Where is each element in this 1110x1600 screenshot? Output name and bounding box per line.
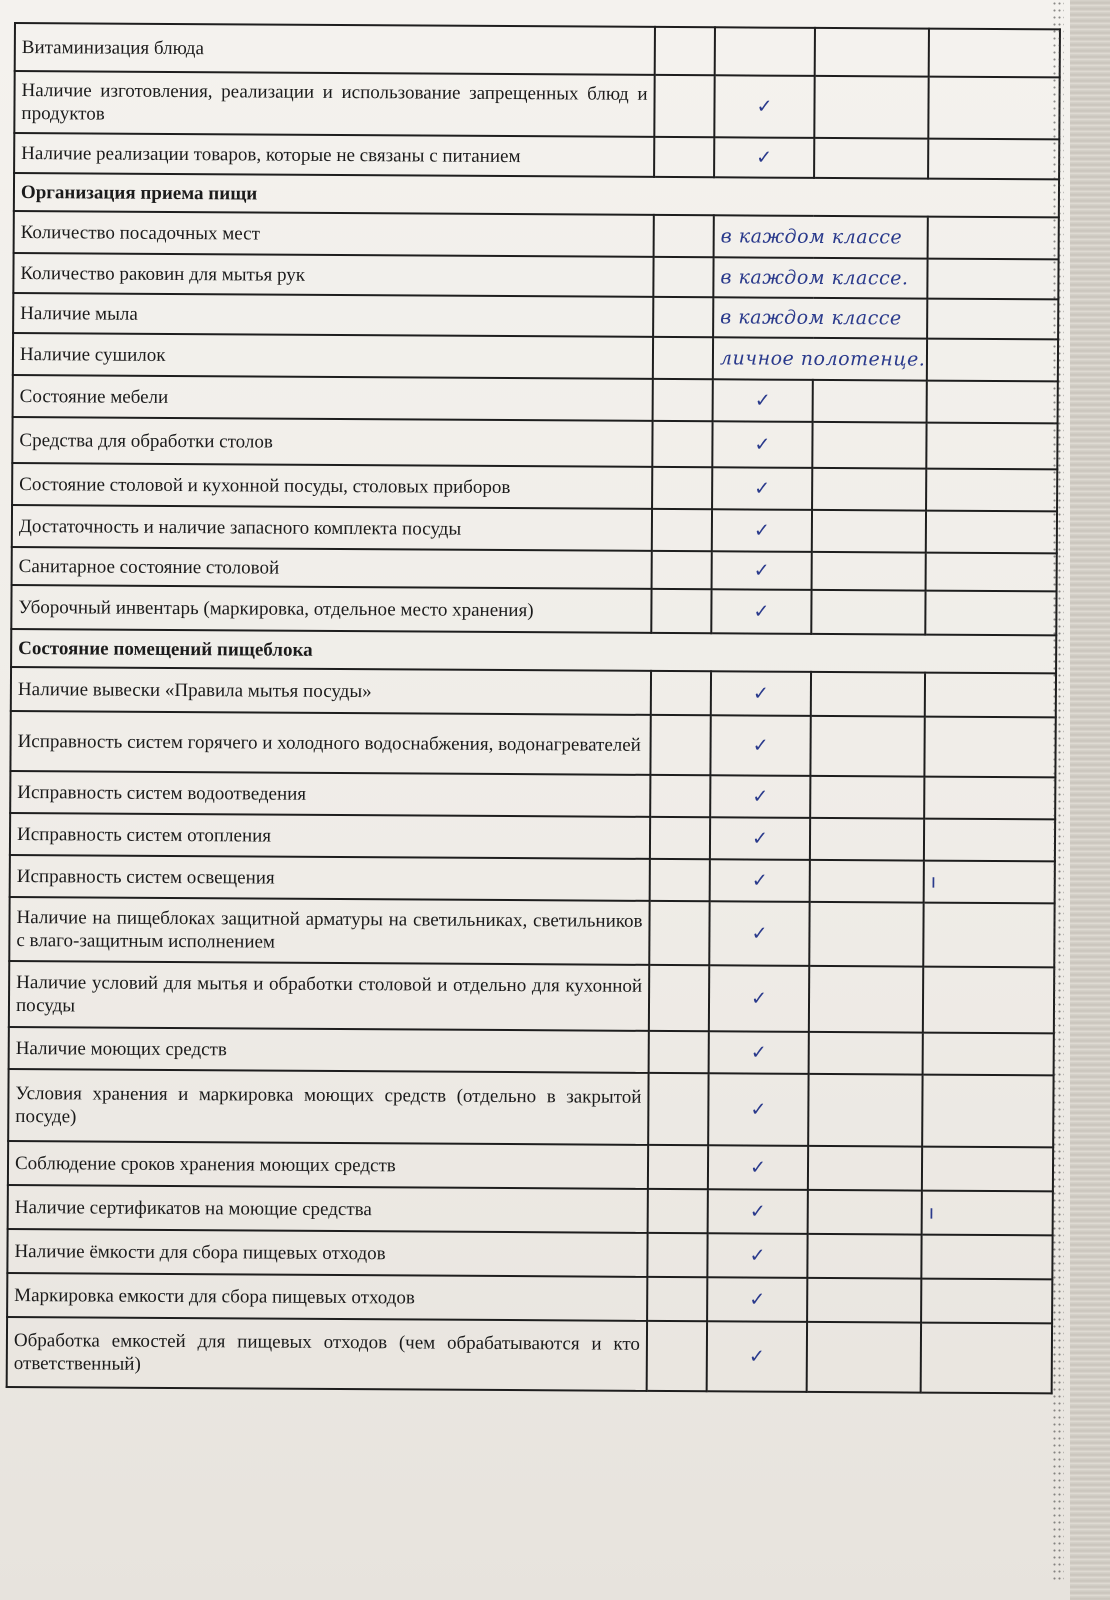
cell-col-1 [647,1277,707,1321]
handwritten-note: в каждом классе [713,297,927,338]
item-label: Исправность систем водоотведения [10,771,650,817]
cell-col-3 [808,1146,922,1191]
cell-col-1 [647,1321,707,1391]
table-row [11,667,1056,717]
table-row [12,547,1057,591]
cell-col-3 [807,1278,921,1323]
table-row [12,505,1057,553]
item-label: Достаточность и наличие запасного комплекта посуды [12,505,652,551]
cell-col-3 [810,818,924,861]
table-row [10,813,1055,861]
check-mark-cell: ✓ [708,1189,808,1234]
table-row [11,585,1056,635]
perforation-dots [1052,0,1064,1580]
check-mark-cell: ✓ [708,1145,808,1190]
cell-col-1 [650,817,710,859]
table-row [15,23,1060,77]
check-mark-cell [715,27,815,76]
check-mark-cell: ✓ [712,551,812,590]
table-row [14,71,1059,139]
cell-col-1 [653,257,713,297]
cell-col-4 [927,339,1058,382]
cell-col-3 [809,1032,923,1075]
cell-col-4: ı [922,1191,1053,1236]
item-label: Уборочный инвентарь (маркировка, отдельное место хранения) [11,585,651,633]
item-label: Наличие условий для мытья и обработки столовой и отдельно для кухонной посуды [9,961,649,1031]
checklist-table [6,22,1061,1394]
cell-col-1 [649,901,709,965]
cell-col-4 [925,673,1056,718]
item-label: Наличие ёмкости для сбора пищевых отходов [7,1229,647,1277]
cell-col-3 [810,716,924,777]
handwritten-note: в каждом классе [714,215,928,258]
section-row [14,173,1059,217]
cell-col-4 [927,259,1058,300]
item-label: Наличие сертификатов на моющие средства [8,1185,648,1233]
cell-col-4 [926,469,1057,512]
page-edge [1070,0,1110,1600]
handwritten-note: в каждом классе. [713,257,927,298]
check-mark-cell: ✓ [711,589,811,634]
check-mark-cell: ✓ [710,775,810,818]
cell-col-3 [812,510,926,553]
check-mark-cell: ✓ [712,509,812,552]
cell-col-1 [655,27,715,75]
item-label: Исправность систем освещения [10,855,650,901]
check-mark-cell: ✓ [714,75,814,138]
cell-col-4 [925,591,1056,636]
cell-col-3 [814,138,928,179]
cell-col-4 [921,1323,1052,1394]
item-label: Наличие мыла [13,293,653,337]
cell-col-1 [651,671,711,715]
check-mark-cell: ✓ [714,137,814,178]
cell-col-4 [921,1235,1052,1280]
item-label: Наличие моющих средств [9,1027,649,1073]
cell-col-1 [654,137,714,177]
check-mark-cell: ✓ [710,715,810,776]
check-mark-cell: ✓ [710,859,810,902]
section-heading: Состояние помещений пищеблока [11,629,1056,673]
cell-col-1 [649,1031,709,1073]
table-row [13,253,1058,299]
cell-col-3 [812,552,926,591]
table-row [9,961,1054,1033]
cell-col-3 [815,28,929,77]
item-label: Наличие на пищеблоках защитной арматуры на светильниках, светильников с влаго-защитным исполнением [9,897,649,965]
cell-col-1 [647,1233,707,1277]
cell-col-4 [926,423,1057,470]
cell-col-4 [926,553,1057,592]
check-mark-cell: ✓ [713,379,813,422]
item-label: Состояние мебели [13,375,653,421]
cell-col-4 [928,217,1059,260]
cell-col-4 [924,777,1055,820]
table-row [8,1185,1053,1235]
item-label: Соблюдение сроков хранения моющих средств [8,1141,648,1189]
table-row [10,855,1055,903]
item-label: Маркировка емкости для сбора пищевых отходов [7,1273,647,1321]
check-mark-cell: ✓ [712,421,812,468]
handwritten-note: личное полотенце. [713,337,927,380]
table-row [12,463,1057,511]
table-row [7,1229,1052,1279]
table-row [14,211,1059,259]
cell-col-1 [650,775,710,817]
cell-col-1 [650,715,710,775]
cell-col-4 [926,511,1057,554]
item-label: Обработка емкостей для пищевых отходов (чем обрабатываются и кто ответственный) [7,1317,647,1391]
table-row [7,1317,1052,1393]
cell-col-4 [928,77,1059,140]
cell-col-1 [650,859,710,901]
table-row [10,771,1055,819]
item-label: Условия хранения и маркировка моющих средств (отдельно в закрытой посуде) [8,1069,648,1145]
table-row [13,293,1058,339]
cell-col-4 [929,29,1060,78]
cell-col-4 [927,299,1058,340]
cell-col-3 [812,422,926,469]
item-label: Исправность систем отопления [10,813,650,859]
item-label: Количество посадочных мест [14,211,654,257]
cell-col-1 [648,1189,708,1233]
item-label: Средства для обработки столов [12,417,652,467]
cell-col-3 [814,76,928,139]
cell-col-1 [653,297,713,337]
table-row [9,897,1054,967]
check-mark-cell: ✓ [708,1073,808,1146]
cell-col-3 [810,860,924,903]
check-mark-cell: ✓ [712,467,812,510]
cell-col-4: ı [924,861,1055,904]
item-label: Количество раковин для мытья рук [13,253,653,297]
section-heading: Организация приема пищи [14,173,1059,217]
cell-col-4 [921,1279,1052,1324]
cell-col-3 [807,1234,921,1279]
cell-col-3 [813,380,927,423]
check-mark-cell: ✓ [707,1277,807,1322]
cell-col-1 [648,1145,708,1189]
cell-col-4 [922,1075,1053,1148]
cell-col-1 [652,551,712,589]
check-mark-cell: ✓ [710,817,810,860]
cell-col-4 [927,381,1058,424]
cell-col-4 [923,1033,1054,1076]
item-label: Витаминизация блюда [15,23,655,75]
cell-col-4 [928,139,1059,180]
check-mark-cell: ✓ [709,901,809,966]
cell-col-4 [923,903,1054,968]
checklist-sheet [6,22,1059,1394]
check-mark-cell: ✓ [709,1031,809,1074]
checklist-body [7,23,1060,1393]
check-mark-cell: ✓ [711,671,811,716]
item-label: Состояние столовой и кухонной посуды, столовых приборов [12,463,652,509]
cell-col-3 [812,468,926,511]
cell-col-3 [809,966,923,1033]
table-row [10,711,1055,777]
cell-col-1 [652,421,712,467]
cell-col-3 [809,902,923,967]
table-row [8,1069,1053,1147]
table-row [8,1141,1053,1191]
cell-col-3 [810,776,924,819]
table-row [13,333,1058,381]
check-mark-cell: ✓ [707,1321,807,1392]
cell-col-1 [652,509,712,551]
item-label: Наличие изготовления, реализации и использование запрещенных блюд и продуктов [14,71,654,137]
cell-col-3 [808,1190,922,1235]
section-row [11,629,1056,673]
cell-col-1 [654,75,714,137]
cell-col-3 [808,1074,922,1147]
cell-col-4 [922,1147,1053,1192]
cell-col-1 [648,1073,708,1145]
cell-col-3 [811,672,925,717]
cell-col-1 [653,337,713,379]
cell-col-4 [923,967,1054,1034]
cell-col-3 [807,1322,921,1393]
table-row [13,375,1058,423]
check-mark-cell: ✓ [709,965,809,1032]
item-label: Санитарное состояние столовой [12,547,652,589]
table-row [14,133,1059,179]
table-row [7,1273,1052,1323]
check-mark-cell: ✓ [707,1233,807,1278]
cell-col-4 [924,717,1055,778]
cell-col-1 [652,467,712,509]
cell-col-3 [811,590,925,635]
item-label: Исправность систем горячего и холодного водоснабжения, водонагревателей [10,711,650,775]
item-label: Наличие сушилок [13,333,653,379]
cell-col-1 [649,965,709,1031]
cell-col-1 [651,589,711,633]
table-row [12,417,1057,469]
cell-col-1 [653,379,713,421]
cell-col-4 [924,819,1055,862]
cell-col-1 [654,215,714,257]
table-row [9,1027,1054,1075]
item-label: Наличие реализации товаров, которые не связаны с питанием [14,133,654,177]
item-label: Наличие вывески «Правила мытья посуды» [11,667,651,715]
